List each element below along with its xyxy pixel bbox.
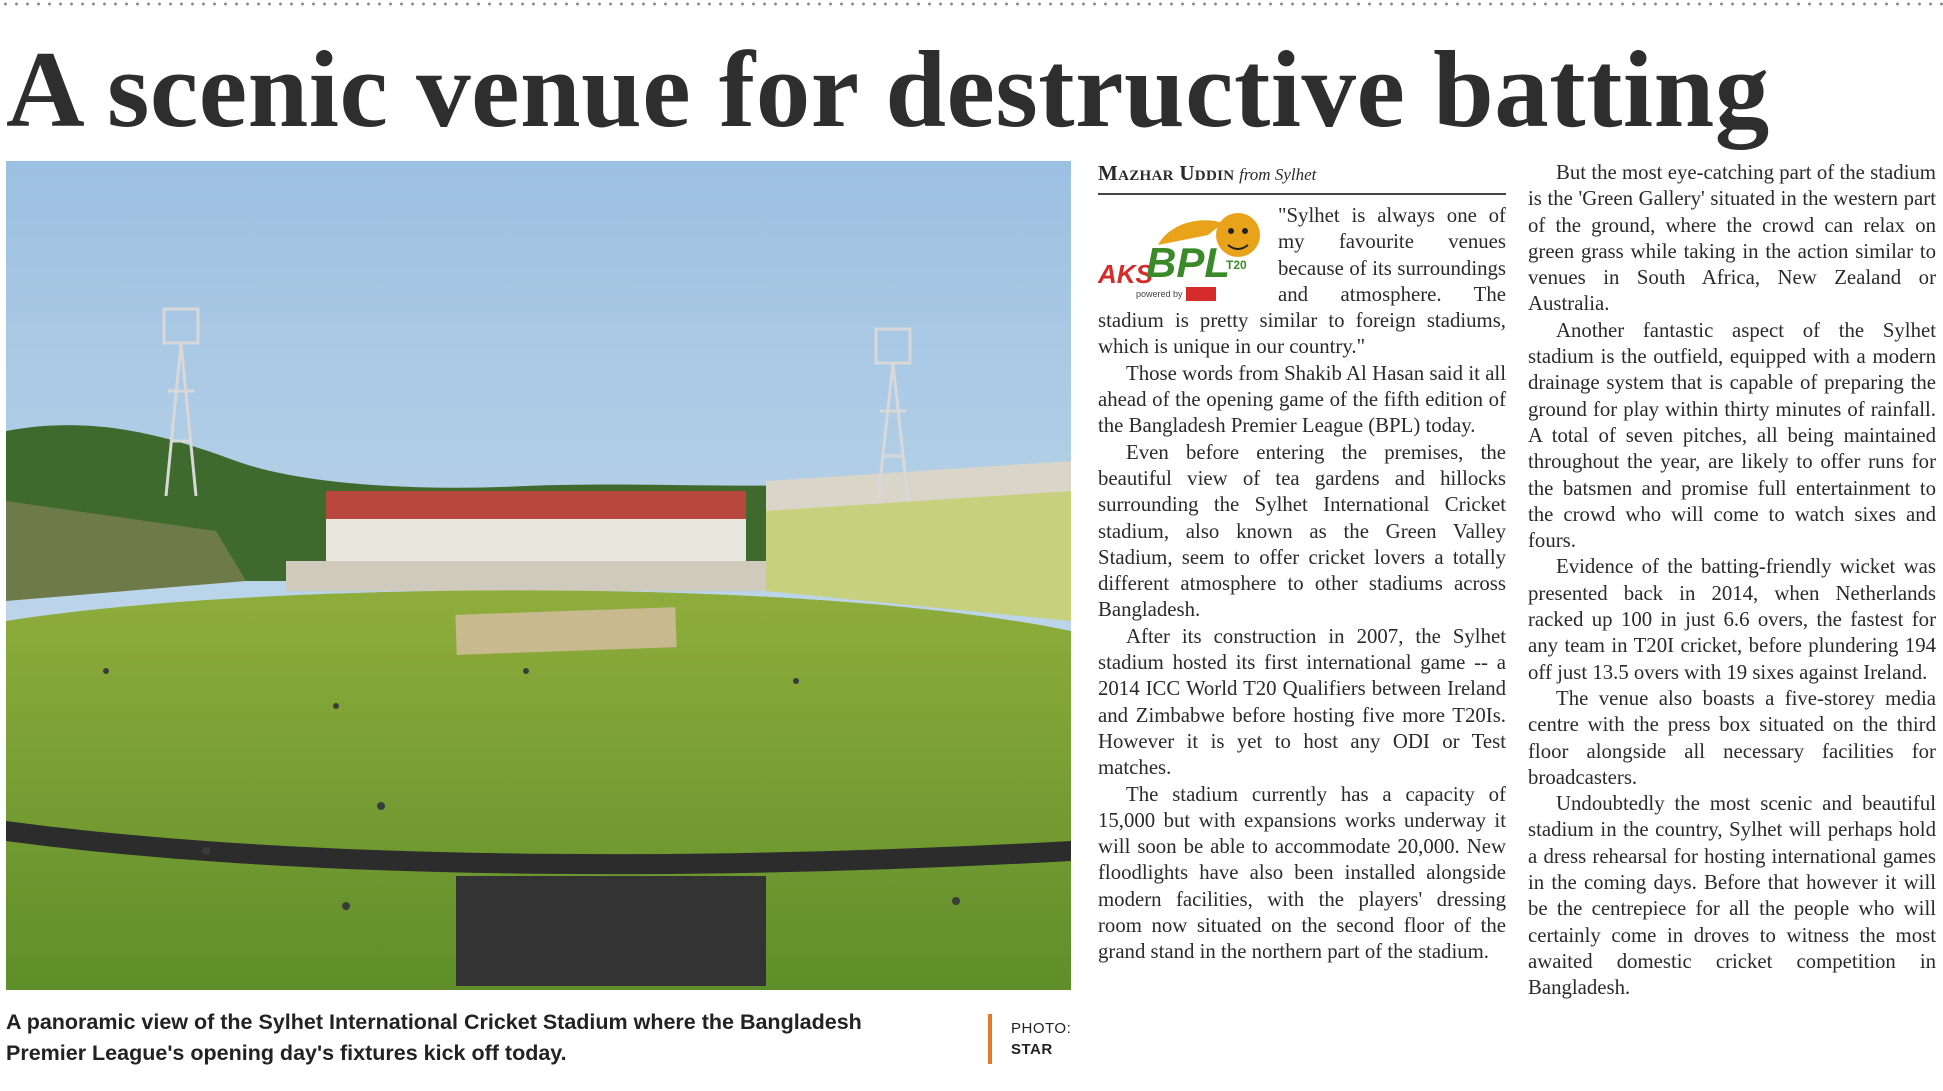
top-dotted-rule: [0, 0, 1943, 8]
bpl-logo: [1098, 205, 1266, 305]
sponsor-badge-icon: [1186, 287, 1216, 301]
stadium-photo: [6, 161, 1071, 990]
article-paragraph: Even before entering the premises, the beautiful view of tea gardens and hillocks surrounding the Sylhet International Cricket stadium, also known as the Green Valley Stadium, seem to offer cricket lovers a totally different atmosphere to other stadiums across Bangladesh.: [1098, 440, 1506, 622]
logo-sponsor: AKS: [1098, 259, 1153, 289]
article-column-2: [1528, 160, 1936, 1002]
photo-credit: [1011, 1018, 1071, 1060]
byline: [1098, 160, 1506, 195]
credit-source: STAR: [1011, 1041, 1053, 1058]
logo-suffix: T20: [1226, 258, 1247, 272]
credit-label: PHOTO:: [1011, 1020, 1072, 1037]
article-paragraph: But the most eye-catching part of the stadium is the 'Green Gallery' situated in the western part of the ground, where the crowd can relax on green grass while taking in the action similar to venues in South Africa, New Zealand or Australia.: [1528, 161, 1936, 316]
credit-accent-bar: [988, 1014, 992, 1064]
article-paragraph: "Sylhet is always one of my favourite venues because of its surroundings and atmosphere. The stadium is pretty similar to foreign stadiums, which is unique in our country.": [1098, 204, 1506, 359]
logo-powered: powered by: [1136, 289, 1183, 299]
logo-brand: BPL: [1146, 239, 1230, 286]
headline: A scenic venue for destructive batting: [6, 29, 1770, 150]
article-paragraph: Another fantastic aspect of the Sylhet stadium is the outfield, equipped with a modern drainage system that is capable of preparing the ground for play within thirty minutes of rainfall. A total of seven pitches, all being maintained throughout the year, are likely to offer runs for the batsmen and promise full entertainment to the crowd who will come to watch sixes and fours.: [1528, 318, 1936, 553]
article-paragraph: After its construction in 2007, the Sylhet stadium hosted its first international game -- a 2014 ICC World T20 Qualifiers between Ireland and Zimbabwe before hosting five more T20Is. However it is yet to host any ODI or Test matches.: [1098, 624, 1506, 780]
byline-author: Mazhar Uddin: [1098, 161, 1235, 185]
article-column-1: [1098, 160, 1506, 966]
article-paragraph: Those words from Shakib Al Hasan said it all ahead of the opening game of the fifth edition of the Bangladesh Premier League (BPL) today.: [1098, 361, 1506, 438]
article-paragraph: The venue also boasts a five-storey media centre with the press box situated on the third floor alongside all necessary facilities for broadcasters.: [1528, 686, 1936, 789]
article-paragraph: Undoubtedly the most scenic and beautiful stadium in the country, Sylhet will perhaps hold a dress rehearsal for hosting international games in the coming days. Before that however it will be the centrepiece for all the people who will certainly come in droves to witness the most awaited domestic cricket competition in Bangladesh.: [1528, 792, 1936, 1000]
photo-caption: A panoramic view of the Sylhet International Cricket Stadium where the Bangladesh Premier League's opening day's fixtures kick off today.: [6, 1010, 862, 1065]
article-paragraph: Evidence of the batting-friendly wicket was presented back in 2014, when Netherlands racked up 100 in just 6.6 overs, the fastest for any team in T20I cricket, before plundering 194 off just 13.5 overs with 19 sixes against Ireland.: [1528, 555, 1936, 684]
article-paragraph: The stadium currently has a capacity of 15,000 but with expansions works underway it will soon be able to accommodate 20,000. New floodlights have also been installed alongside modern facilities, with the players' dressing room now situated on the second floor of the grand stand in the northern part of the stadium.: [1098, 782, 1506, 964]
byline-location: from Sylhet: [1239, 165, 1317, 184]
